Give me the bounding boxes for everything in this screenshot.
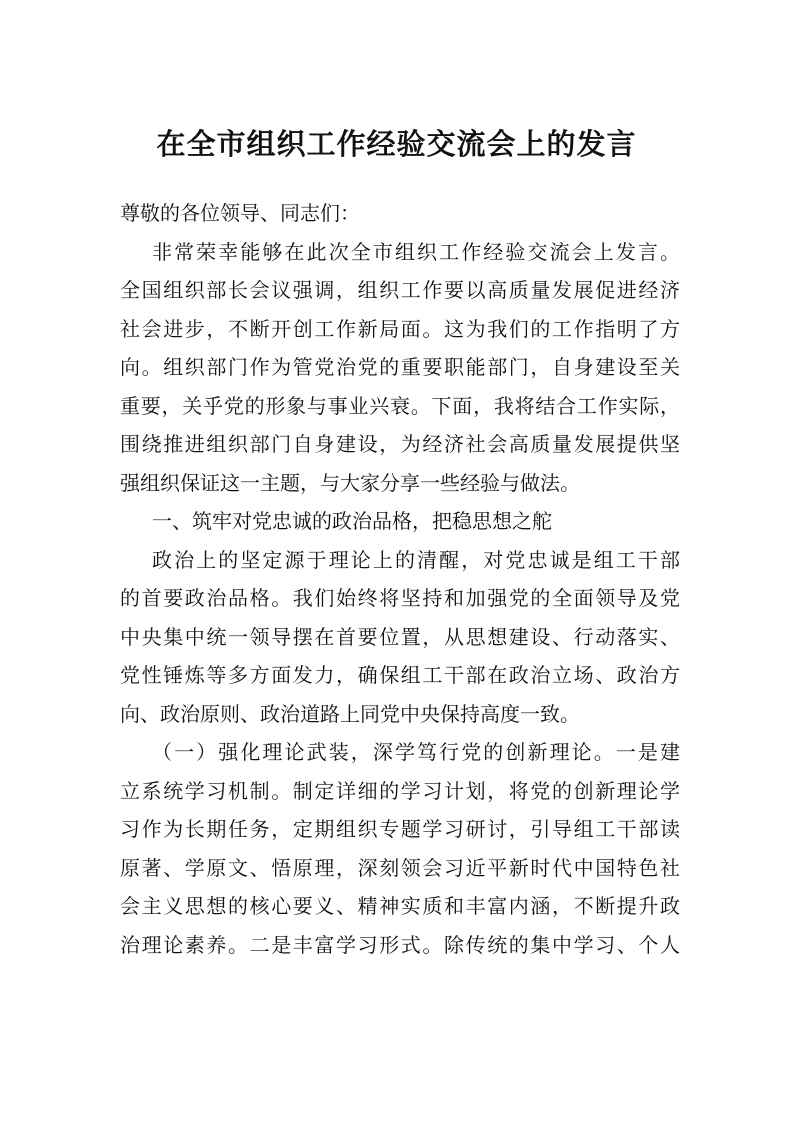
text-line: 会主义思想的核心要义、精神实质和丰富内涵，不断提升政 <box>120 894 680 918</box>
text-line: 围绕推进组织部门自身建设，为经济社会高质量发展提供坚 <box>120 432 680 456</box>
text-line: 立系统学习机制。制定详细的学习计划，将党的创新理论学 <box>120 778 680 803</box>
text-line: 向、政治原则、政治道路上同党中央保持高度一致。 <box>120 701 580 726</box>
document-body <box>120 194 680 964</box>
text-line: 政治上的坚定源于理论上的清醒，对党忠诚是组工干部 <box>152 547 680 572</box>
text-line: 治理论素养。二是丰富学习形式。除传统的集中学习、个人 <box>120 932 680 957</box>
document-title: 在全市组织工作经验交流会上的发言 <box>156 127 637 161</box>
text-line: （一）强化理论武装，深学笃行党的创新理论。一是建 <box>152 740 680 764</box>
text-line: 强组织保证这一主题，与大家分享一些经验与做法。 <box>120 470 580 495</box>
text-line: 中央集中统一领导摆在首要位置，从思想建设、行动落实、 <box>120 624 680 649</box>
text-line: 党性锤炼等多方面发力，确保组工干部在政治立场、政治方 <box>120 663 680 687</box>
text-line: 习作为长期任务，定期组织专题学习研讨，引导组工干部读 <box>120 817 680 841</box>
text-line: 原著、学原文、悟原理，深刻领会习近平新时代中国特色社 <box>120 855 680 880</box>
text-line: 社会进步，不断开创工作新局面。这为我们的工作指明了方 <box>120 316 680 341</box>
text-line: 的首要政治品格。我们始终将坚持和加强党的全面领导及党 <box>120 586 680 610</box>
text-line: 非常荣幸能够在此次全市组织工作经验交流会上发言。 <box>152 239 680 264</box>
text-line: 一、筑牢对党忠诚的政治品格，把稳思想之舵 <box>152 509 552 533</box>
salutation-line: 尊敬的各位领导、同志们： <box>120 201 360 225</box>
text-line: 向。组织部门作为管党治党的重要职能部门，自身建设至关 <box>120 355 680 379</box>
text-line: 重要，关乎党的形象与事业兴衰。下面，我将结合工作实际， <box>120 393 680 418</box>
text-line: 全国组织部长会议强调，组织工作要以高质量发展促进经济 <box>120 278 680 302</box>
